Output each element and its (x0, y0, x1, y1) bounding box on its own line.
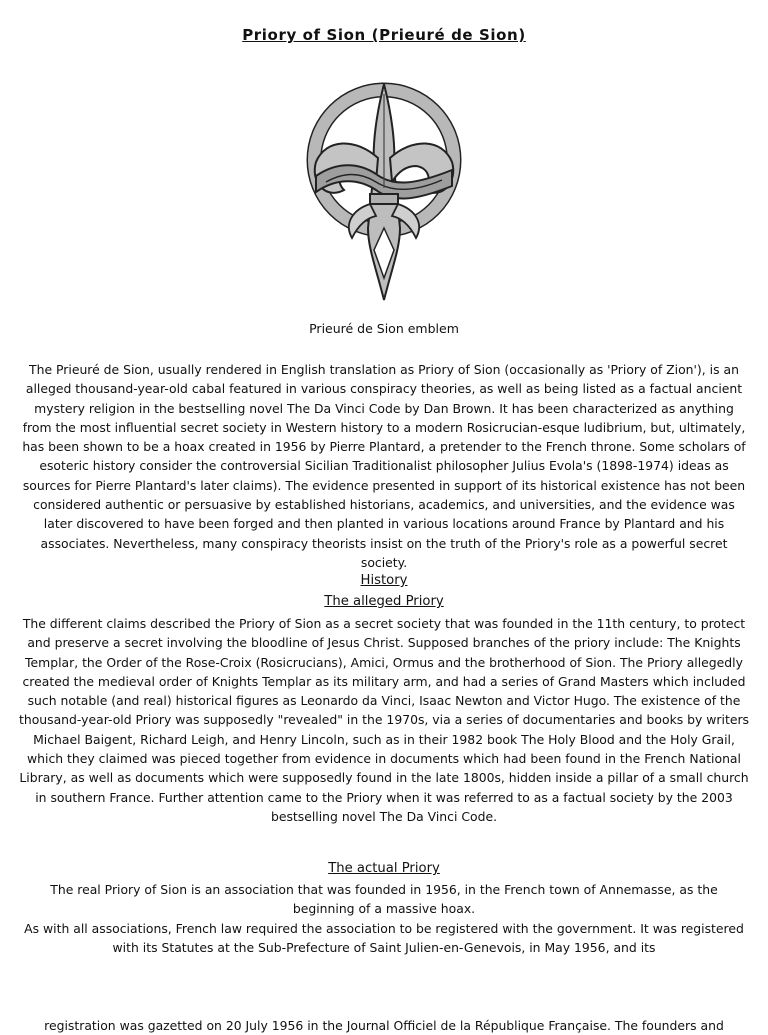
document-title: Priory of Sion (Prieuré de Sion) (242, 26, 526, 44)
heading-alleged-priory: The alleged Priory (324, 594, 444, 609)
actual-priory-paragraph-2: As with all associations, French law required the association to be registered with the government. It was registered with its Statutes at the Sub-Prefecture of Saint Julien-en-Genevois, in May 1956, and its (24, 921, 744, 956)
heading-history: History (360, 573, 408, 588)
heading-actual-priory: The actual Priory (328, 861, 440, 876)
alleged-priory-paragraph: The different claims described the Priory of Sion as a secret society that was founded in the 11th century, to protect and preserve a secret involving the bloodline of Jesus Christ. Supposed branches of the priory include: The Knights Templar, the Order of the Rose-Croix (Rosicrucians), Amici, Ormus and the brotherhood of Sion. The Priory allegedly created the medieval order of Knights Templar as its military arm, and had a series of Grand Masters which included such notable (and real) historical figures as Leonardo da Vinci, Isaac Newton and Victor Hugo. The existence of the thousand-year-old Priory was supposedly "revealed" in the 1970s, via a series of documentaries and books by writers Michael Baigent, Richard Leigh, and Henry Lincoln, such as in their 1982 book The Holy Blood and the Holy Grail, which they claimed was pieced together from evidence in documents which had been found in the French National Library, as well as documents which were supposedly found in the late 1800s, hidden inside a pillar of a small church in southern France. Further attention came to the Priory when it was referred to as a factual society by the 2003 bestselling novel The Da Vinci Code. (18, 616, 749, 824)
fleur-de-lis-emblem-icon (296, 78, 472, 304)
emblem-caption: Prieuré de Sion emblem (309, 321, 459, 336)
actual-priory-paragraph-3: registration was gazetted on 20 July 1956 in the Journal Officiel de la République Française. The founders and (44, 1018, 724, 1033)
intro-paragraph: The Prieuré de Sion, usually rendered in English translation as Priory of Sion (occasionally as 'Priory of Zion'), is an alleged thousand-year-old cabal featured in various conspiracy theories, as well as being listed as a factual ancient mystery religion in the bestselling novel The Da Vinci Code by Dan Brown. It has been characterized as anything from the most influential secret society in Western history to a modern Rosicrucian-esque ludibrium, but, ultimately, has been shown to be a hoax created in 1956 by Pierre Plantard, a pretender to the French throne. Some scholars of esoteric history consider the controversial Sicilian Traditionalist philosopher Julius Evola's (1898-1974) ideas as sources for Pierre Plantard's later claims). The evidence presented in support of its historical existence has not been considered authentic or persuasive by established historians, academics, and universities, and the evidence was later discovered to have been forged and then planted in various locations around France by Plantard and his associates. Nevertheless, many conspiracy theorists insist on the truth of the Priory's role as a powerful secret society. (22, 362, 746, 570)
actual-priory-paragraph-1: The real Priory of Sion is an association that was founded in 1956, in the French town of Annemasse, as the beginning of a massive hoax. (50, 882, 718, 917)
